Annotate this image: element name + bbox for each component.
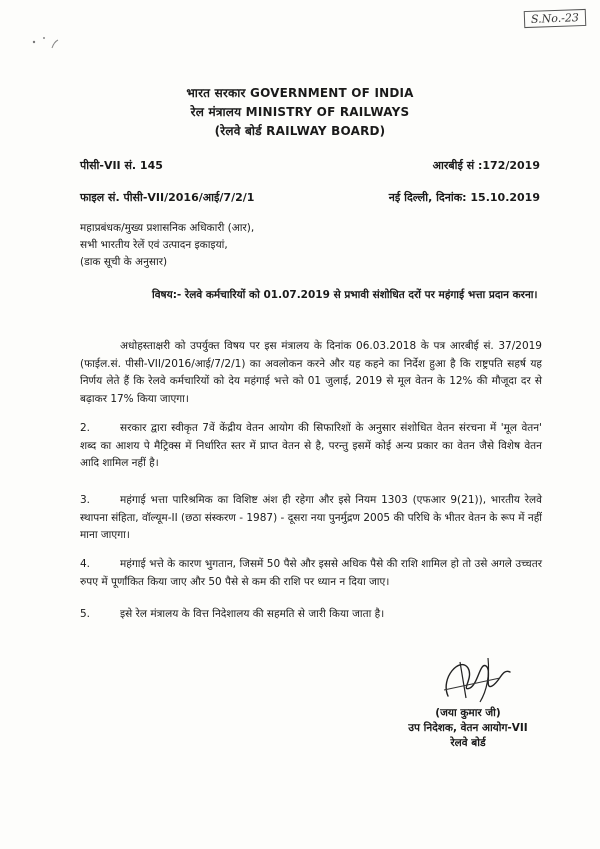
signatory-name: (जया कुमार जी) xyxy=(435,707,501,719)
signature-mark xyxy=(430,648,520,708)
paragraph-text: इसे रेल मंत्रालय के वित्त निदेशालय की सहमति से जारी किया जाता है। xyxy=(120,608,385,620)
paragraph-text: अधोहस्ताक्षरी को उपर्युक्त विषय पर इस मंत्रालय के दिनांक 06.03.2018 के पत्र आरबीई सं. 37/2019 (फाईल.सं. पीसी-VII/2016/आई/7/2/1) का अवलोकन करने और यह कहने का निर्देश हुआ है कि राष्ट्रपति सहर्ष यह निर्णय लेते हैं कि रेलवे कर्मचारियों को देय महंगाई भत्ते को 01 जुलाई, 2019 से मूल वेतन के 12% की मौजूदा दर से बढ़ाकर 17% किया जाएगा। xyxy=(80,340,542,405)
pc-number: पीसी-VII सं. 145 xyxy=(80,159,163,172)
paragraph-number: 3. xyxy=(80,494,91,506)
paragraph-text: महंगाई भत्ते के कारण भुगतान, जिसमें 50 पैसे और इससे अधिक पैसे की राशि शामिल हो तो उसे अगले उच्चतर रुपए में पूर्णांकित किया जाए और 50 पैसे से कम की राशि पर ध्यान न दिया जाए। xyxy=(80,558,542,588)
paragraph-2 xyxy=(80,420,542,473)
letterhead-board: (रेलवे बोर्ड RAILWAY BOARD) xyxy=(214,124,386,138)
signatory-block xyxy=(388,706,548,751)
file-number: फाइल सं. पीसी-VII/2016/आई/7/2/1 xyxy=(80,191,255,204)
addressee-block xyxy=(80,220,254,271)
addressee-line: महाप्रबंधक/मुख्य प्रशासनिक अधिकारी (आर), xyxy=(80,222,255,234)
scan-specks xyxy=(30,28,70,58)
paragraph-number: 5. xyxy=(80,608,91,620)
paragraph-3 xyxy=(80,492,542,545)
reference-row-2 xyxy=(80,190,540,205)
addressee-line: सभी भारतीय रेलें एवं उत्पादन इकाइयां, xyxy=(80,239,228,251)
paragraph-4 xyxy=(80,556,542,591)
paragraph-number: 2. xyxy=(80,422,91,434)
paragraph-number: 4. xyxy=(80,558,91,570)
serial-number-stamp: S.No.-23 xyxy=(524,9,586,28)
reference-row-1 xyxy=(80,158,540,173)
addressee-line: (डाक सूची के अनुसार) xyxy=(80,256,168,268)
letterhead xyxy=(0,84,600,141)
signatory-designation: उप निदेशक, वेतन आयोग-VII xyxy=(408,722,528,734)
letterhead-government: भारत सरकार GOVERNMENT OF INDIA xyxy=(186,86,414,100)
subject-line: विषय:- रेलवे कर्मचारियों को 01.07.2019 से प्रभावी संशोधित दरों पर महंगाई भत्ता प्रदान करना। xyxy=(152,289,538,301)
paragraph-text: महंगाई भत्ता पारिश्रमिक का विशिष्ट अंश ही रहेगा और इसे नियम 1303 (एफआर 9(21)), भारतीय रेलवे स्थापना संहिता, वॉल्यूम-II (छठा संस्करण - 1987) - दूसरा नया पुनर्मुद्रण 2005 की परिधि के भीतर वेतन के रूप में नहीं माना जाएगा। xyxy=(80,494,542,541)
letterhead-ministry: रेल मंत्रालय MINISTRY OF RAILWAYS xyxy=(190,105,410,119)
paragraph-text: सरकार द्वारा स्वीकृत 7वें केंद्रीय वेतन आयोग की सिफारिशों के अनुसार संशोधित वेतन संरचना में 'मूल वेतन' शब्द का आशय पे मैट्रिक्स में निर्धारित स्तर में प्राप्त वेतन से है, परन्तु इसमें कोई अन्य प्रकार का वेतन जैसे विशेष वेतन आदि शामिल नहीं है। xyxy=(80,422,542,469)
paragraph-5 xyxy=(80,606,542,624)
place-date: नई दिल्ली, दिनांक: 15.10.2019 xyxy=(388,191,540,204)
signatory-office: रेलवे बोर्ड xyxy=(450,737,486,749)
rbe-number: आरबीई सं :172/2019 xyxy=(432,159,540,172)
paragraph-1 xyxy=(80,338,542,408)
